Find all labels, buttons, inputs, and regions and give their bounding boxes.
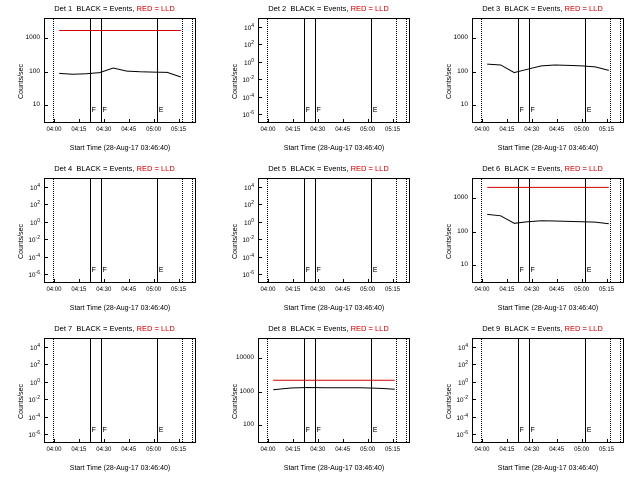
y-tick-label: $10^{-6}$ [28,430,40,440]
y-tick-mark [258,274,262,275]
event-marker-label: E [586,107,592,114]
x-tick-label: 04:15 [71,447,87,453]
y-tick-label: 100 [457,67,468,75]
event-marker-label: F [530,107,535,114]
x-tick-label: 05:15 [385,287,401,293]
y-tick-label: 1000 [239,387,254,395]
event-marker-label: F [530,427,535,434]
y-tick-mark [44,382,48,383]
x-tick-mark [507,439,508,443]
y-tick-label: 1000 [453,34,468,42]
x-tick-mark [582,439,583,443]
y-tick-label: $10^{-6}$ [242,110,254,120]
x-tick-mark [293,279,294,283]
event-marker-line [101,339,102,442]
y-tick-label: $10^{-4}$ [242,92,254,102]
series-line-events [487,64,609,73]
chart-panel-det-1 [8,2,221,162]
y-tick-label: 100 [243,421,254,429]
panel-title: Det 7 BLACK = Events, RED = LLD [54,324,175,333]
y-tick-label: $10^4$ [29,342,40,352]
x-tick-label: 04:45 [121,127,137,133]
y-tick-label: 1000 [25,34,40,42]
x-tick-label: 05:00 [574,447,590,453]
x-axis-label: Start Time (28-Aug-17 03:46:40) [69,465,171,472]
series-layer [472,18,624,123]
x-tick-label: 04:00 [46,447,62,453]
panel-title: Det 3 BLACK = Events, RED = LLD [482,4,603,13]
y-axis-label: Counts/sec [18,383,25,419]
event-marker-label: F [102,427,107,434]
x-tick-label: 04:00 [46,287,62,293]
event-marker-label: E [158,427,164,434]
x-tick-label: 04:45 [335,287,351,293]
y-tick-mark [472,364,476,365]
x-tick-label: 04:15 [499,447,515,453]
series-layer [472,178,624,283]
x-tick-label: 05:00 [146,127,162,133]
plot-area [258,178,410,283]
interval-boundary-line [406,179,407,282]
y-tick-label: $10^{-2}$ [28,395,40,405]
y-tick-mark [44,399,48,400]
event-marker-line [371,179,372,282]
x-tick-label: 04:30 [524,127,540,133]
chart-panel-det-6 [436,162,640,322]
x-tick-label: 05:00 [360,127,376,133]
plot-area [44,178,196,283]
x-tick-label: 04:15 [285,447,301,453]
panel-title: Det 8 BLACK = Events, RED = LLD [268,324,389,333]
x-tick-label: 05:00 [360,447,376,453]
y-tick-mark [472,347,476,348]
x-tick-label: 05:15 [599,447,615,453]
x-tick-mark [79,279,80,283]
x-tick-label: 04:30 [524,287,540,293]
y-tick-label: $10^{-4}$ [242,252,254,262]
event-marker-label: F [102,107,107,114]
x-tick-label: 04:15 [499,127,515,133]
x-tick-label: 04:00 [260,127,276,133]
y-tick-mark [472,434,476,435]
x-tick-mark [393,279,394,283]
x-axis-label: Start Time (28-Aug-17 03:46:40) [497,145,599,152]
y-tick-mark [472,417,476,418]
event-marker-label: E [158,267,164,274]
x-axis-label: Start Time (28-Aug-17 03:46:40) [283,305,385,312]
x-tick-label: 04:15 [71,287,87,293]
event-marker-line [585,339,586,442]
chart-panel-det-5 [222,162,435,322]
interval-boundary-line [182,179,183,282]
x-tick-label: 04:00 [474,447,490,453]
x-tick-mark [129,439,130,443]
event-marker-label: E [372,107,378,114]
event-marker-label: E [158,107,164,114]
event-marker-line [90,179,91,282]
x-tick-label: 04:30 [524,447,540,453]
interval-boundary-line [53,339,54,442]
y-tick-label: $10^4$ [243,22,254,32]
y-tick-label: $10^{-6}$ [456,430,468,440]
chart-panel-det-7 [8,322,221,482]
interval-boundary-line [610,339,611,442]
y-tick-mark [44,347,48,348]
event-marker-label: F [102,267,107,274]
x-tick-label: 04:15 [285,287,301,293]
event-marker-label: E [372,427,378,434]
x-tick-label: 05:00 [146,287,162,293]
x-tick-label: 05:15 [599,127,615,133]
x-axis-label: Start Time (28-Aug-17 03:46:40) [69,305,171,312]
y-tick-label: $10^{-6}$ [242,270,254,280]
event-marker-line [101,179,102,282]
y-tick-mark [44,434,48,435]
interval-boundary-line [481,339,482,442]
y-axis-label: Counts/sec [18,63,25,99]
y-tick-label: $10^2$ [243,40,254,50]
y-tick-label: $10^4$ [457,342,468,352]
y-tick-mark [258,257,262,258]
plot-area [472,338,624,443]
y-tick-mark [258,222,262,223]
y-tick-label: $10^{-4}$ [456,412,468,422]
y-tick-label: 100 [457,227,468,235]
x-tick-mark [607,439,608,443]
x-axis-label: Start Time (28-Aug-17 03:46:40) [283,465,385,472]
panel-title: Det 6 BLACK = Events, RED = LLD [482,164,603,173]
y-tick-label: 100 [29,67,40,75]
y-tick-label: $10^2$ [457,360,468,370]
x-tick-label: 04:45 [121,447,137,453]
x-tick-label: 05:15 [385,127,401,133]
x-tick-label: 04:45 [121,287,137,293]
x-tick-label: 04:30 [310,127,326,133]
event-marker-label: F [530,267,535,274]
y-tick-mark [44,274,48,275]
event-marker-label: F [316,427,321,434]
x-tick-mark [104,279,105,283]
y-tick-mark [44,222,48,223]
event-marker-label: F [91,107,96,114]
y-tick-label: 10 [32,101,40,109]
panel-title: Det 9 BLACK = Events, RED = LLD [482,324,603,333]
x-tick-mark [368,279,369,283]
x-tick-mark [154,279,155,283]
y-tick-mark [258,204,262,205]
x-tick-label: 05:15 [171,287,187,293]
y-axis-label: Counts/sec [446,63,453,99]
x-tick-mark [79,439,80,443]
y-tick-label: 10 [460,261,468,269]
y-tick-label: $10^2$ [243,200,254,210]
x-tick-mark [129,279,130,283]
x-tick-label: 04:15 [285,127,301,133]
event-marker-line [90,339,91,442]
y-tick-label: $10^2$ [29,200,40,210]
series-line-events [273,388,395,390]
x-axis-label: Start Time (28-Aug-17 03:46:40) [497,305,599,312]
event-marker-line [304,179,305,282]
y-tick-mark [44,204,48,205]
panel-title: Det 5 BLACK = Events, RED = LLD [268,164,389,173]
y-tick-mark [472,399,476,400]
chart-panel-det-8 [222,322,435,482]
panel-title: Det 2 BLACK = Events, RED = LLD [268,4,389,13]
x-tick-mark [557,439,558,443]
event-marker-label: E [586,267,592,274]
event-marker-label: F [305,427,310,434]
event-marker-line [157,339,158,442]
y-tick-label: $10^0$ [457,377,468,387]
y-tick-mark [44,187,48,188]
x-tick-label: 05:00 [574,287,590,293]
interval-boundary-line [267,179,268,282]
series-line-events [487,214,609,223]
event-marker-line [529,339,530,442]
event-marker-label: E [586,427,592,434]
y-tick-mark [44,239,48,240]
y-axis-label: Counts/sec [232,63,239,99]
event-marker-label: F [519,107,524,114]
series-line-events [59,68,181,77]
y-tick-label: 10 [460,101,468,109]
y-tick-label: $10^0$ [29,377,40,387]
event-marker-line [157,179,158,282]
series-layer [44,18,196,123]
x-tick-label: 05:15 [171,127,187,133]
y-tick-label: 1000 [453,194,468,202]
x-tick-label: 04:30 [310,287,326,293]
x-tick-label: 04:30 [310,447,326,453]
y-axis-label: Counts/sec [446,223,453,259]
y-tick-label: $10^{-2}$ [242,75,254,85]
y-tick-mark [44,417,48,418]
y-axis-label: Counts/sec [446,383,453,419]
x-tick-mark [179,279,180,283]
x-tick-label: 04:45 [335,447,351,453]
event-marker-label: F [316,107,321,114]
y-tick-label: 10000 [235,354,254,362]
event-marker-label: F [316,267,321,274]
chart-panel-det-9 [436,322,640,482]
x-tick-label: 05:00 [360,287,376,293]
x-tick-label: 04:30 [96,127,112,133]
y-tick-label: $10^{-6}$ [28,270,40,280]
panel-title: Det 4 BLACK = Events, RED = LLD [54,164,175,173]
series-layer [258,338,410,443]
interval-boundary-line [182,339,183,442]
event-marker-label: F [91,427,96,434]
y-tick-mark [44,257,48,258]
x-axis-label: Start Time (28-Aug-17 03:46:40) [497,465,599,472]
chart-panel-det-4 [8,162,221,322]
plot-area [44,338,196,443]
x-tick-label: 04:00 [46,127,62,133]
x-tick-mark [104,439,105,443]
interval-boundary-line [620,339,621,442]
chart-panel-det-2 [222,2,435,162]
x-tick-label: 04:15 [499,287,515,293]
x-tick-label: 04:00 [474,127,490,133]
x-tick-label: 05:15 [171,447,187,453]
x-axis-label: Start Time (28-Aug-17 03:46:40) [69,145,171,152]
x-tick-mark [154,439,155,443]
x-tick-label: 05:00 [574,127,590,133]
event-marker-line [315,179,316,282]
chart-panel-det-3 [436,2,640,162]
y-tick-mark [44,364,48,365]
y-tick-label: $10^0$ [29,217,40,227]
x-tick-label: 04:30 [96,287,112,293]
event-marker-line [518,339,519,442]
y-axis-label: Counts/sec [232,383,239,419]
x-axis-label: Start Time (28-Aug-17 03:46:40) [283,145,385,152]
x-tick-label: 05:15 [385,447,401,453]
event-marker-label: F [519,427,524,434]
x-tick-label: 05:00 [146,447,162,453]
x-tick-label: 05:15 [599,287,615,293]
y-axis-label: Counts/sec [232,223,239,259]
interval-boundary-line [53,179,54,282]
x-tick-mark [532,439,533,443]
event-marker-label: F [91,267,96,274]
x-tick-label: 04:00 [474,287,490,293]
y-tick-label: $10^{-2}$ [456,395,468,405]
y-tick-label: $10^{-2}$ [242,235,254,245]
x-tick-label: 04:00 [260,447,276,453]
x-tick-label: 04:00 [260,287,276,293]
x-tick-label: 04:30 [96,447,112,453]
interval-boundary-line [192,179,193,282]
y-tick-label: $10^{-4}$ [28,412,40,422]
y-tick-label: $10^2$ [29,360,40,370]
interval-boundary-line [192,339,193,442]
x-tick-label: 04:45 [549,287,565,293]
x-tick-mark [343,279,344,283]
y-tick-label: $10^0$ [243,217,254,227]
event-marker-label: F [305,107,310,114]
y-tick-label: $10^{-2}$ [28,235,40,245]
event-marker-label: F [305,267,310,274]
y-axis-label: Counts/sec [18,223,25,259]
x-tick-label: 04:45 [549,447,565,453]
x-tick-mark [318,279,319,283]
y-tick-mark [258,187,262,188]
event-marker-label: F [519,267,524,274]
interval-boundary-line [396,179,397,282]
series-layer [258,18,410,123]
panel-title: Det 1 BLACK = Events, RED = LLD [54,4,175,13]
x-tick-mark [179,439,180,443]
event-marker-label: E [372,267,378,274]
y-tick-label: $10^4$ [29,182,40,192]
x-tick-label: 04:15 [71,127,87,133]
y-tick-mark [472,382,476,383]
y-tick-label: $10^4$ [243,182,254,192]
x-tick-label: 04:45 [335,127,351,133]
x-tick-label: 04:45 [549,127,565,133]
y-tick-label: $10^0$ [243,57,254,67]
y-tick-mark [258,239,262,240]
y-tick-label: $10^{-4}$ [28,252,40,262]
